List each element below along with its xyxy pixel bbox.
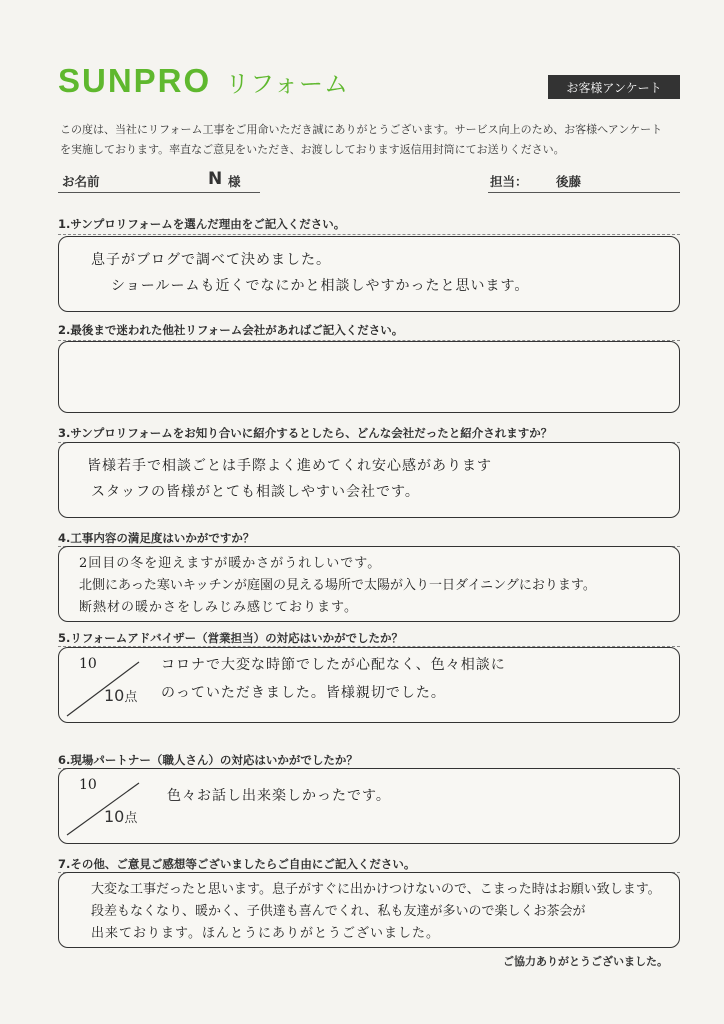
question-2-answer-box[interactable] bbox=[58, 341, 680, 413]
answer-line: 息子がブログで調べて決めました。 bbox=[91, 252, 331, 268]
score-slash bbox=[59, 648, 154, 720]
logo-brand: SUNPRO bbox=[58, 62, 212, 99]
score-points bbox=[104, 807, 137, 826]
points-value: 10 bbox=[104, 807, 125, 826]
question-3-answer-box[interactable] bbox=[58, 442, 680, 518]
name-label: お名前 bbox=[62, 174, 100, 189]
question-1-label: 1.サンプロリフォームを選んだ理由をご記入ください。 bbox=[58, 217, 346, 231]
points-unit: 点 bbox=[124, 690, 138, 705]
answer-line: 断熱材の暖かさをしみじみ感じております。 bbox=[79, 600, 358, 615]
company-logo bbox=[58, 62, 349, 100]
rating-score bbox=[59, 769, 154, 841]
name-value: N bbox=[208, 169, 223, 189]
question-7-answer-box[interactable] bbox=[58, 872, 680, 948]
question-5-answer-box[interactable] bbox=[58, 647, 680, 723]
points-unit: 点 bbox=[124, 811, 138, 826]
closing-message: ご協力ありがとうございました。 bbox=[503, 955, 668, 968]
survey-badge: お客様アンケート bbox=[548, 75, 680, 99]
intro-text: この度は、当社にリフォーム工事をご用命いただき誠にありがとうございます。サービス向上のため、お客様へアンケートを実施しております。率直なご意見をいただき、お渡ししております返信用封筒にてお送りください。 bbox=[60, 123, 663, 156]
question-3-label: 3.サンプロリフォームをお知り合いに紹介するとしたら、どんな会社だったと紹介されますか？ bbox=[58, 426, 553, 440]
answer-line: スタッフの皆様がとても相談しやすい会社です。 bbox=[91, 484, 420, 500]
answer-line: 出来ております。ほんとうにありがとうございました。 bbox=[91, 926, 440, 941]
question-1-answer-box[interactable] bbox=[58, 236, 680, 312]
question-5-label: 5.リフォームアドバイザー（営業担当）の対応はいかがでしたか？ bbox=[58, 631, 404, 645]
answer-line: 皆様若手で相談ごとは手際よく進めてくれ安心感があります bbox=[87, 458, 492, 474]
name-suffix: 様 bbox=[228, 174, 241, 189]
answer-line: 段差もなくなり、暖かく、子供達も喜んでくれ、私も友達が多いので楽しくお茶会が bbox=[91, 904, 586, 919]
score-value: 10 bbox=[79, 656, 97, 672]
staff-label: 担当： bbox=[490, 174, 528, 189]
logo-subtitle: リフォーム bbox=[225, 70, 349, 98]
rating-score bbox=[59, 648, 154, 720]
answer-line: 色々お話し出来楽しかったです。 bbox=[167, 788, 391, 804]
answer-line: のっていただきました。皆様親切でした。 bbox=[161, 685, 446, 701]
question-4-label: 4.工事内容の満足度はいかがですか？ bbox=[58, 531, 255, 545]
question-2-label: 2.最後まで迷われた他社リフォーム会社があればご記入ください。 bbox=[58, 323, 404, 337]
answer-line: コロナで大変な時節でしたが心配なく、色々相談に bbox=[161, 657, 506, 673]
answer-line: 2回目の冬を迎えますが暖かさがうれしいです。 bbox=[79, 556, 382, 571]
question-4-answer-box[interactable] bbox=[58, 546, 680, 622]
answer-line: ショールームも近くでなにかと相談しやすかったと思います。 bbox=[111, 278, 530, 294]
question-1-divider bbox=[58, 234, 680, 235]
staff-field[interactable] bbox=[488, 170, 680, 193]
points-value: 10 bbox=[104, 686, 125, 705]
answer-line: 大変な工事だったと思います。息子がすぐに出かけつけないので、こまった時はお願い致します。 bbox=[91, 882, 661, 897]
score-slash bbox=[59, 769, 154, 841]
score-value: 10 bbox=[79, 777, 97, 793]
question-6-label: 6.現場パートナー（職人さん）の対応はいかがでしたか？ bbox=[58, 753, 358, 767]
question-7-label: 7.その他、ご意見ご感想等ございましたらご自由にご記入ください。 bbox=[58, 857, 416, 871]
score-points bbox=[104, 686, 137, 705]
customer-name-field[interactable] bbox=[58, 170, 260, 193]
staff-value: 後藤 bbox=[556, 174, 582, 189]
question-6-answer-box[interactable] bbox=[58, 768, 680, 844]
answer-line: 北側にあった寒いキッチンが庭園の見える場所で太陽が入り一日ダイニングにおります。 bbox=[79, 578, 596, 593]
